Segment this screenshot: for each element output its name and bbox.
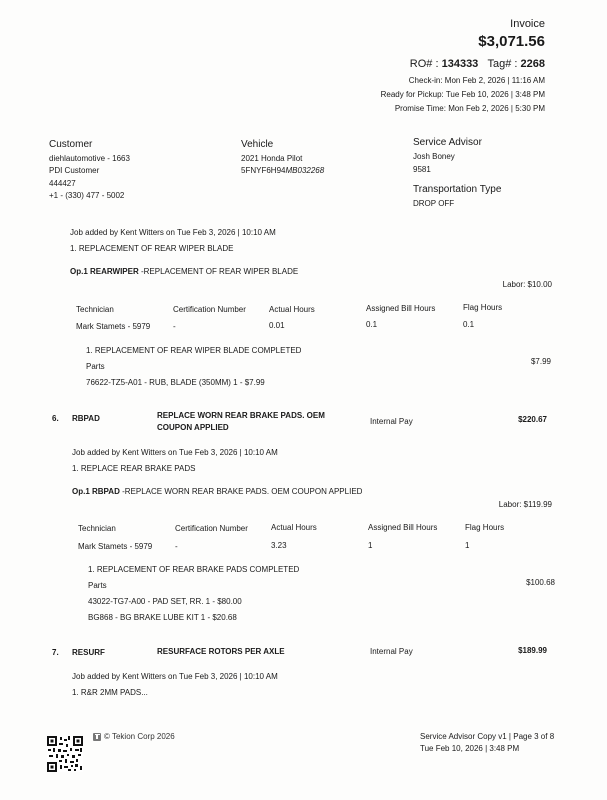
qr-code-icon [47,736,83,772]
invoice-label: Invoice [510,18,545,30]
job7-title: RESURFACE ROTORS PER AXLE [157,647,285,656]
footer-printed: Tue Feb 10, 2026 | 3:48 PM [420,744,520,753]
job5-completed: 1. REPLACEMENT OF REAR WIPER BLADE COMPLETED [86,346,302,355]
advisor-heading: Service Advisor [413,137,482,148]
job6-completed: 1. REPLACEMENT OF REAR BRAKE PADS COMPLETED [88,565,300,574]
job7-amount: $189.99 [518,646,547,655]
job6-flag: 1 [465,541,470,550]
job5-added: Job added by Kent Witters on Tue Feb 3, 2026 | 10:10 AM [70,228,276,237]
job5-tech-name: Mark Stamets - 5979 [76,322,151,331]
job6-amount: $220.67 [518,415,547,424]
job5-cert: - [173,322,176,331]
job5-th-technician: Technician [76,305,114,314]
job6-part-1: 43022-TG7-A00 - PAD SET, RR. 1 - $80.00 [88,597,242,606]
job5-th-flag: Flag Hours [463,303,503,312]
job5-th-actual: Actual Hours [269,305,315,314]
job6-added: Job added by Kent Witters on Tue Feb 3, 2026 | 10:10 AM [72,448,278,457]
advisor-name: Josh Boney [413,152,455,161]
ro-tag-line [410,58,545,70]
job6-parts-total: $100.68 [526,578,555,587]
job5-parts-label: Parts [86,362,105,371]
tag-number: 2268 [520,58,545,70]
customer-phone: +1 - (330) 477 - 5002 [49,191,125,200]
job5-labor: Labor: $10.00 [502,280,552,289]
job5-th-certification: Certification Number [173,305,246,314]
tag-label: Tag# : [487,58,518,70]
job5-operation [70,267,298,276]
job6-description: 1. REPLACE REAR BRAKE PADS [72,464,196,473]
job5-actual: 0.01 [269,321,285,330]
job6-th-certification: Certification Number [175,524,248,533]
job6-parts-label: Parts [88,581,107,590]
job7-description: 1. R&R 2MM PADS... [72,688,148,697]
vehicle-vin [241,166,324,175]
customer-type: PDI Customer [49,166,100,175]
transport-value: DROP OFF [413,199,455,208]
job6-title-line1: REPLACE WORN REAR BRAKE PADS. OEM [157,411,325,420]
checkin-time: Check-in: Mon Feb 2, 2026 | 11:16 AM [408,76,545,85]
vehicle-model: 2021 Honda Pilot [241,154,303,163]
job7-added: Job added by Kent Witters on Tue Feb 3, 2026 | 10:10 AM [72,672,278,681]
job7-pay-type: Internal Pay [370,647,413,656]
footer-brand [93,732,175,741]
vehicle-heading: Vehicle [241,139,274,150]
job6-operation [72,487,362,496]
job6-th-actual: Actual Hours [271,523,317,532]
job6-th-flag: Flag Hours [465,523,505,532]
transport-heading: Transportation Type [413,184,502,195]
invoice-total: $3,071.56 [478,33,545,50]
job6-number: 6. [52,414,59,423]
job5-part-1: 76622-TZ5-A01 - RUB, BLADE (350MM) 1 - $7.99 [86,378,265,387]
job6-op-code: Op.1 RBPAD [72,487,120,496]
job6-th-assigned: Assigned Bill Hours [368,523,438,532]
job5-th-assigned: Assigned Bill Hours [366,304,436,313]
ro-label: RO# : [409,58,439,70]
job5-op-code: Op.1 REARWIPER [70,267,139,276]
customer-name: diehlautomotive - 1663 [49,154,130,163]
job6-labor: Labor: $119.99 [498,500,552,509]
ready-time: Ready for Pickup: Tue Feb 10, 2026 | 3:48 PM [380,90,545,99]
ro-number: 134333 [441,58,479,70]
job5-parts-total: $7.99 [530,357,551,366]
job6-cert: - [175,542,178,551]
job5-description: 1. REPLACEMENT OF REAR WIPER BLADE [70,244,234,253]
job6-tech-name: Mark Stamets - 5979 [78,542,153,551]
job5-flag: 0.1 [463,320,475,329]
job6-actual: 3.23 [271,541,287,550]
job6-th-technician: Technician [78,524,116,533]
job6-code: RBPAD [72,414,100,423]
job7-number: 7. [52,648,59,657]
job5-op-desc: -REPLACEMENT OF REAR WIPER BLADE [138,267,299,276]
vin-prefix: 5FNYF6H94 [241,166,286,175]
vin-suffix: MB032268 [285,166,325,175]
job7-code: RESURF [72,648,105,657]
customer-id: 444427 [49,179,76,188]
job6-pay-type: Internal Pay [370,417,413,426]
footer-brand-text: © Tekion Corp 2026 [104,732,175,741]
customer-heading: Customer [49,139,93,150]
footer-copy-label: Service Advisor Copy v1 | Page 3 of 8 [420,732,555,741]
job6-assigned: 1 [368,541,373,550]
advisor-number: 9581 [413,165,431,174]
job6-op-desc: -REPLACE WORN REAR BRAKE PADS. OEM COUPON APPLIED [119,487,363,496]
job6-part-2: BG868 - BG BRAKE LUBE KIT 1 - $20.68 [88,613,237,622]
job5-assigned: 0.1 [366,320,378,329]
tekion-logo-icon [93,733,101,741]
job6-title-line2: COUPON APPLIED [157,423,229,432]
promise-time: Promise Time: Mon Feb 2, 2026 | 5:30 PM [394,104,545,113]
